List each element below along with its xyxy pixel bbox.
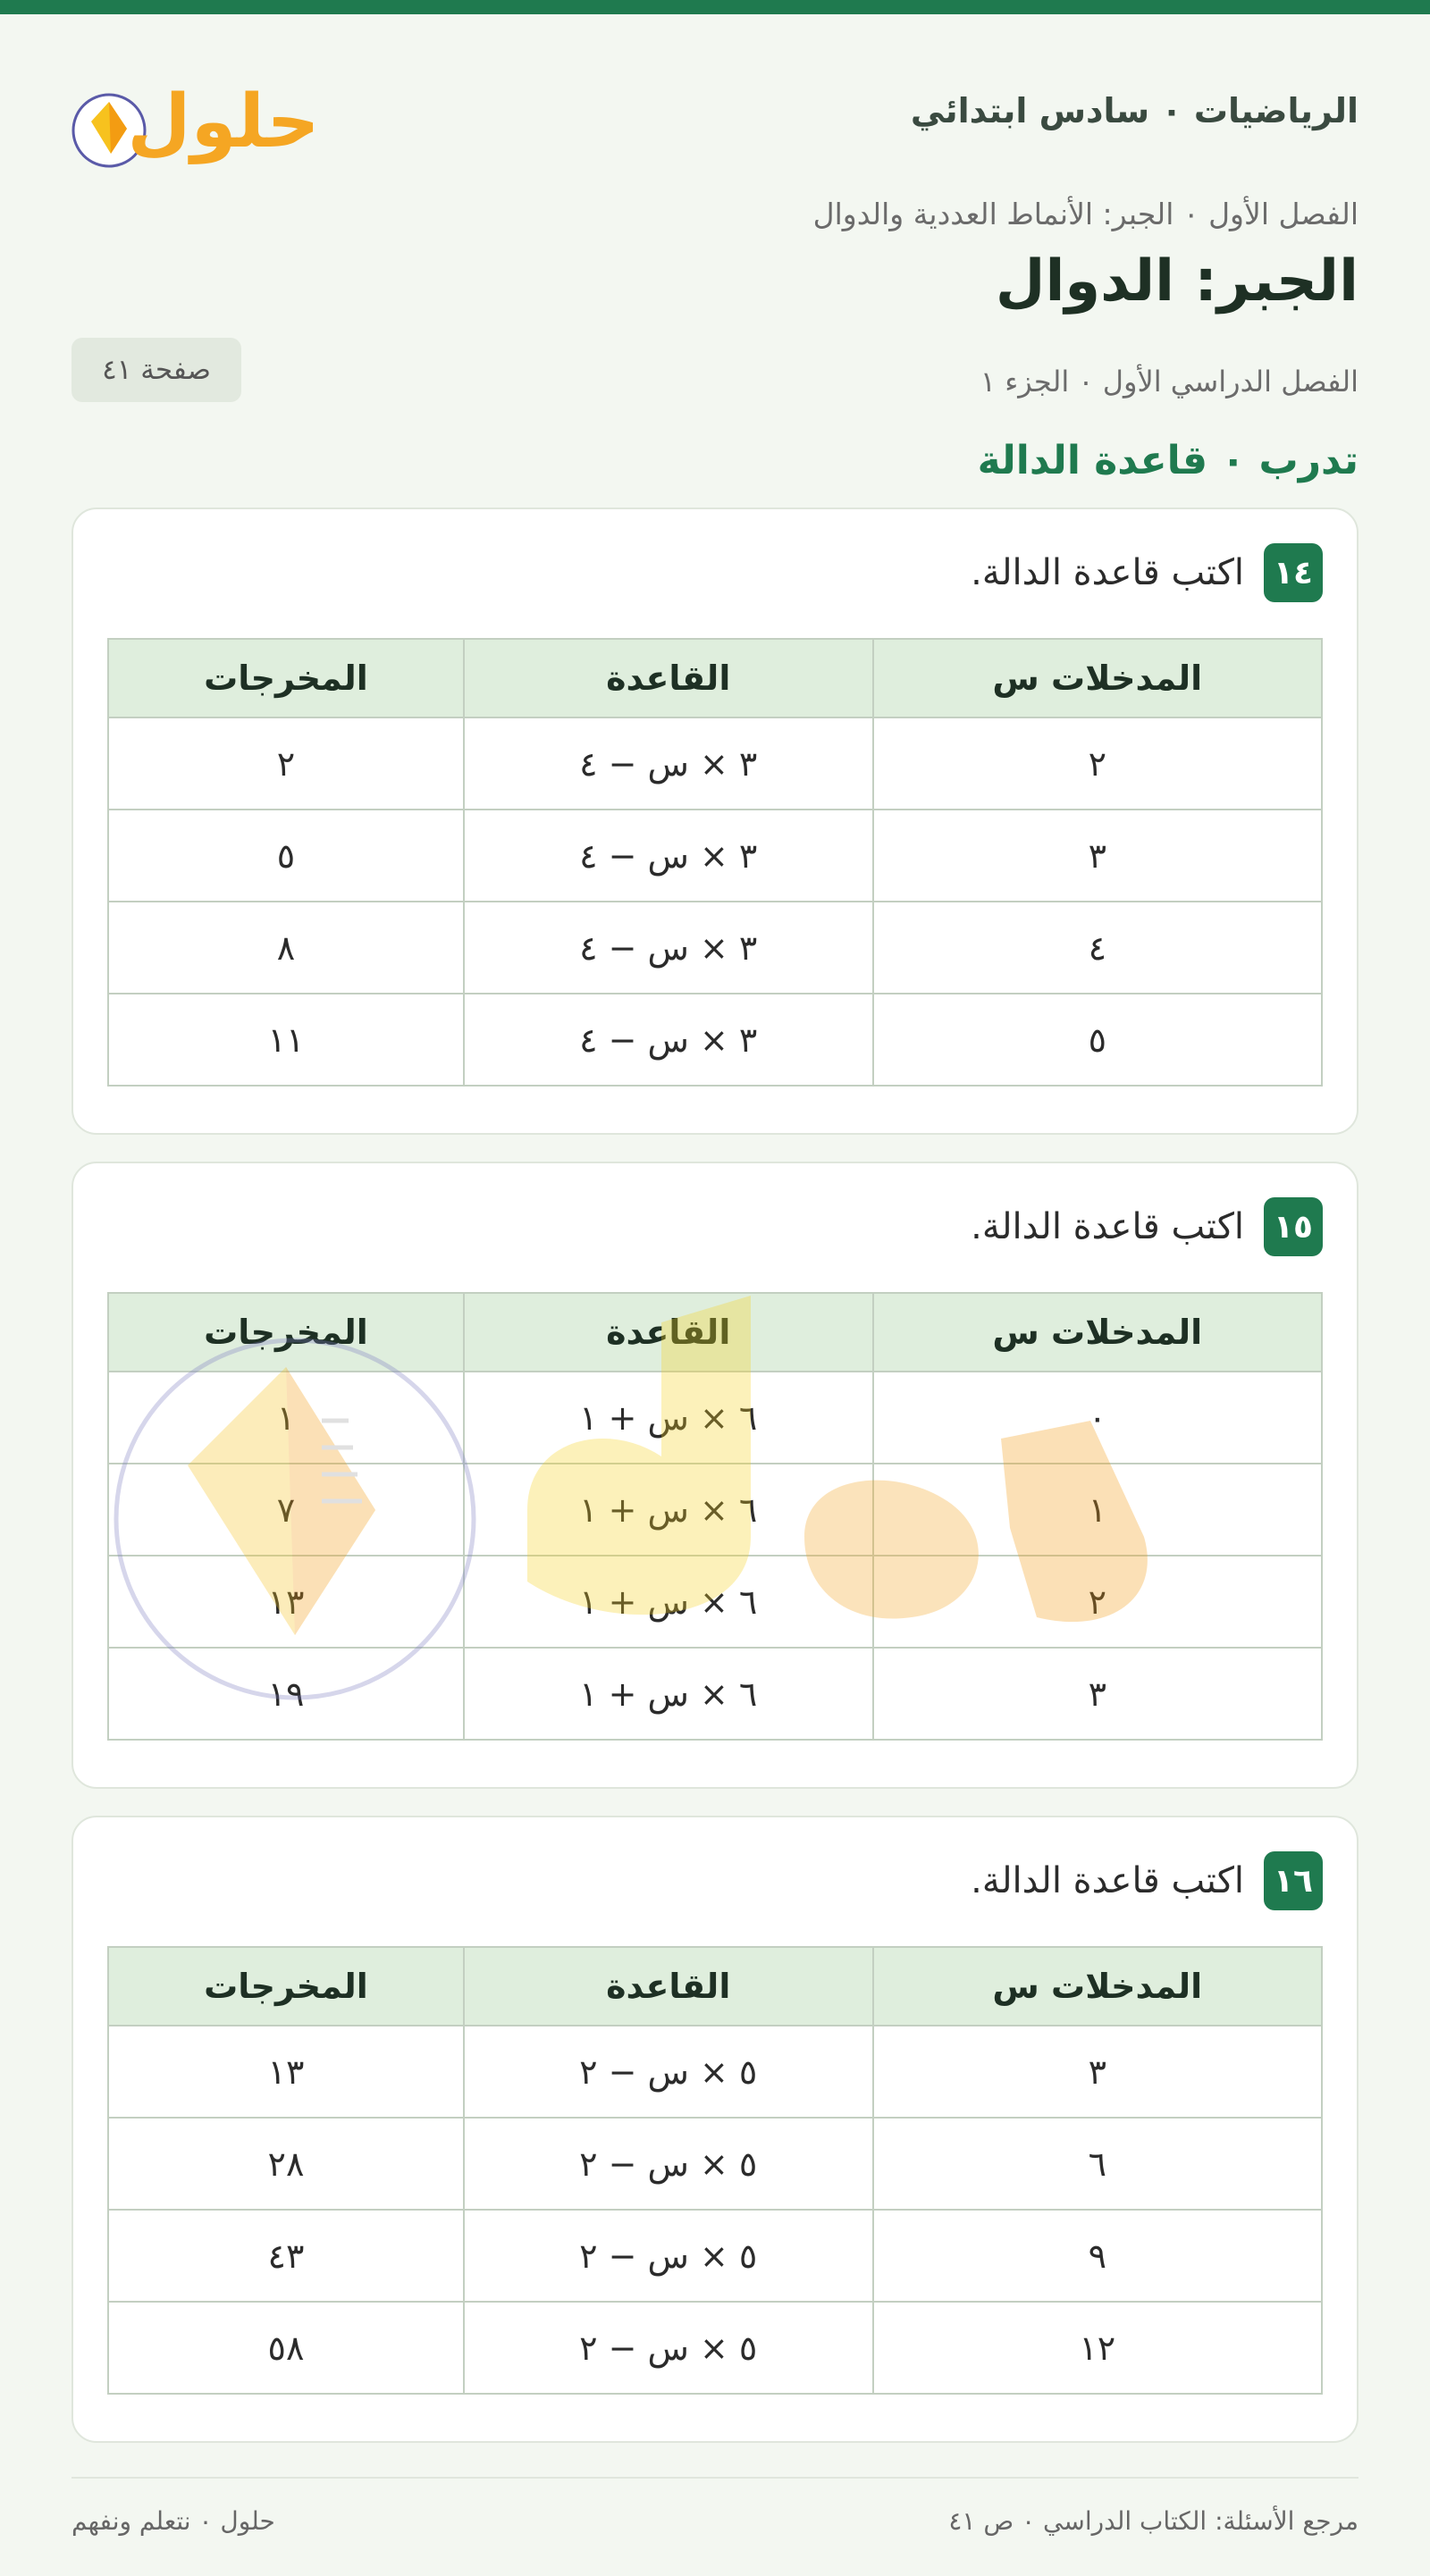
cell-input: ٣	[873, 810, 1322, 902]
question-card-14	[72, 508, 1358, 1135]
cell-rule: ٥ × س − ٢	[464, 2302, 873, 2394]
function-table	[107, 638, 1323, 1087]
question-card-16	[72, 1816, 1358, 2443]
subject-label: الرياضيات ٠ سادس ابتدائي	[910, 91, 1358, 130]
page-header	[72, 14, 1358, 483]
question-number-badge: ١٦	[1264, 1851, 1323, 1910]
cell-input: ١	[873, 1464, 1322, 1556]
header-output: المخرجات	[108, 639, 464, 717]
question-heading	[971, 543, 1323, 602]
cell-output: ٧	[108, 1464, 464, 1556]
cell-output: ١	[108, 1372, 464, 1464]
question-number-badge: ١٤	[1264, 543, 1323, 602]
question-card-15	[72, 1162, 1358, 1789]
cell-rule: ٣ × س − ٤	[464, 717, 873, 810]
question-heading	[971, 1197, 1323, 1256]
table-row	[108, 1372, 1322, 1464]
table-header-row	[108, 639, 1322, 717]
table-row	[108, 2302, 1322, 2394]
unit-line: الفصل الأول ٠ الجبر: الأنماط العددية والدوال	[812, 197, 1358, 231]
cell-rule: ٦ × س + ١	[464, 1556, 873, 1648]
cell-output: ٨	[108, 902, 464, 994]
cell-rule: ٣ × س − ٤	[464, 810, 873, 902]
logo-wordmark: حلول	[127, 80, 320, 164]
table-header-row	[108, 1293, 1322, 1372]
cell-rule: ٥ × س − ٢	[464, 2118, 873, 2210]
cell-output: ١١	[108, 994, 464, 1086]
table-row	[108, 2118, 1322, 2210]
function-table	[107, 1946, 1323, 2395]
top-accent-bar	[0, 0, 1430, 14]
header-input: المدخلات س	[873, 1293, 1322, 1372]
cell-output: ١٣	[108, 1556, 464, 1648]
cell-rule: ٦ × س + ١	[464, 1648, 873, 1740]
table-row	[108, 1464, 1322, 1556]
question-heading	[971, 1851, 1323, 1910]
table-header-row	[108, 1947, 1322, 2026]
table-row	[108, 2026, 1322, 2118]
header-output: المخرجات	[108, 1293, 464, 1372]
header-output: المخرجات	[108, 1947, 464, 2026]
header-input: المدخلات س	[873, 1947, 1322, 2026]
question-text: اكتب قاعدة الدالة.	[971, 1206, 1244, 1247]
cell-output: ٥	[108, 810, 464, 902]
hulul-logo	[72, 57, 340, 173]
question-text: اكتب قاعدة الدالة.	[971, 552, 1244, 593]
section-title: تدرب ٠ قاعدة الدالة	[977, 438, 1358, 483]
table-row	[108, 2210, 1322, 2302]
cell-rule: ٣ × س − ٤	[464, 994, 873, 1086]
cell-input: ٩	[873, 2210, 1322, 2302]
cell-rule: ٦ × س + ١	[464, 1372, 873, 1464]
table-row	[108, 902, 1322, 994]
table-row	[108, 1556, 1322, 1648]
footer-brand: حلول ٠ نتعلم ونفهم	[72, 2506, 275, 2536]
question-text: اكتب قاعدة الدالة.	[971, 1860, 1244, 1901]
cell-rule: ٥ × س − ٢	[464, 2210, 873, 2302]
page-content	[72, 14, 1358, 2368]
header-input: المدخلات س	[873, 639, 1322, 717]
page-title: الجبر: الدوال	[995, 248, 1358, 315]
table-row	[108, 994, 1322, 1086]
cell-output: ٢	[108, 717, 464, 810]
cell-output: ٤٣	[108, 2210, 464, 2302]
cell-input: ٤	[873, 902, 1322, 994]
cell-input: ٣	[873, 2026, 1322, 2118]
question-number-badge: ١٥	[1264, 1197, 1323, 1256]
function-table	[107, 1292, 1323, 1741]
cell-output: ١٣	[108, 2026, 464, 2118]
cell-output: ١٩	[108, 1648, 464, 1740]
cell-rule: ٣ × س − ٤	[464, 902, 873, 994]
cell-output: ٥٨	[108, 2302, 464, 2394]
cell-rule: ٥ × س − ٢	[464, 2026, 873, 2118]
footer-divider	[72, 2477, 1358, 2479]
cell-input: ١٢	[873, 2302, 1322, 2394]
table-row	[108, 1648, 1322, 1740]
cell-input: ٥	[873, 994, 1322, 1086]
page-number-badge: صفحة ٤١	[72, 338, 241, 402]
table-row	[108, 810, 1322, 902]
cell-input: ٢	[873, 1556, 1322, 1648]
header-rule: القاعدة	[464, 639, 873, 717]
term-line: الفصل الدراسي الأول ٠ الجزء ١	[980, 365, 1358, 399]
header-rule: القاعدة	[464, 1293, 873, 1372]
header-rule: القاعدة	[464, 1947, 873, 2026]
cell-input: ٣	[873, 1648, 1322, 1740]
cell-input: ٦	[873, 2118, 1322, 2210]
cell-input: ٢	[873, 717, 1322, 810]
cell-output: ٢٨	[108, 2118, 464, 2210]
cell-rule: ٦ × س + ١	[464, 1464, 873, 1556]
cell-input: ٠	[873, 1372, 1322, 1464]
footer-source: مرجع الأسئلة: الكتاب الدراسي ٠ ص ٤١	[948, 2506, 1358, 2536]
table-row	[108, 717, 1322, 810]
